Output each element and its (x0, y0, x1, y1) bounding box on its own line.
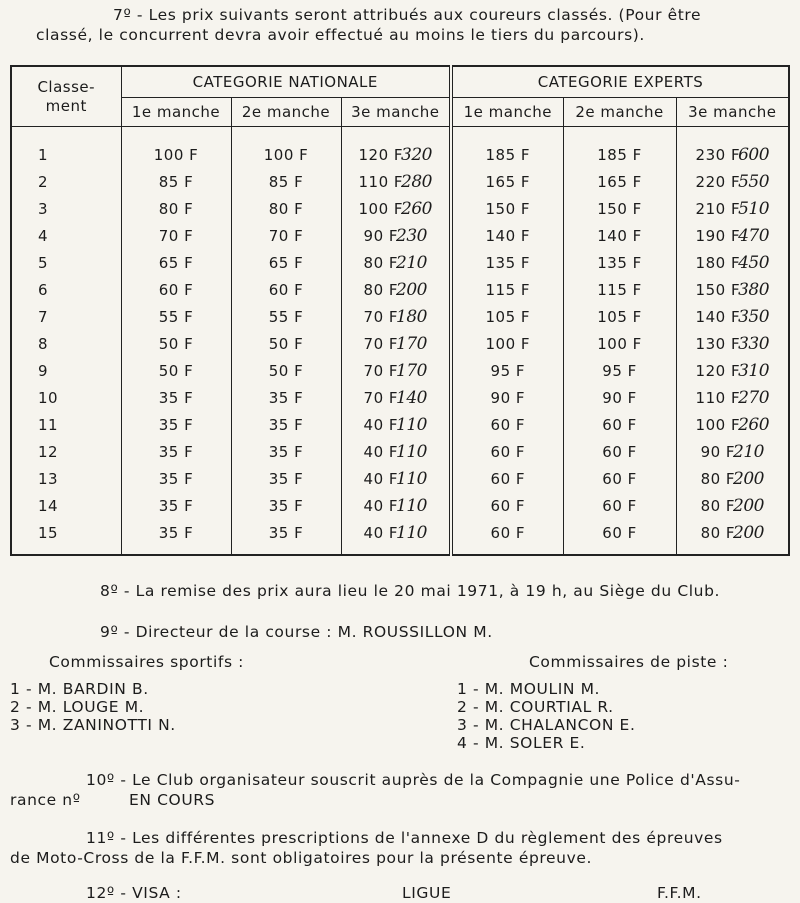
national-heat-3-cell-value: 100 F (358, 199, 404, 218)
experts-heat-3-cell-value: 110 F (695, 388, 741, 407)
experts-heat-3-cell-value: 130 F (695, 334, 741, 353)
national-heat-2-cell (231, 357, 341, 384)
national-heat-1-cell (121, 303, 231, 330)
handwritten-revised-amount: 380 (738, 279, 770, 300)
rank-cell-value: 4 (38, 226, 49, 245)
sportifs-item: 2 - M. LOUGE M. (10, 698, 145, 716)
experts-heat-1-cell (451, 357, 563, 384)
experts-heat-3-cell-value: 120 F (695, 361, 741, 380)
experts-heat-3-cell (676, 127, 789, 169)
experts-heat-2-cell-value: 140 F (597, 226, 642, 245)
handwritten-revised-amount: 230 (396, 225, 427, 246)
heat-header: 1e manche (121, 98, 231, 127)
national-heat-1-cell-value: 70 F (158, 226, 194, 245)
experts-heat-1-cell-value: 185 F (485, 145, 531, 164)
national-heat-1-cell (121, 249, 231, 276)
experts-heat-1-cell (451, 127, 563, 169)
experts-heat-1-cell-value: 115 F (485, 280, 531, 299)
experts-heat-3-cell-value: 210 F (695, 199, 741, 218)
national-heat-1-cell (121, 222, 231, 249)
national-heat-2-cell-value: 50 F (268, 361, 304, 380)
experts-heat-3-cell-value: 220 F (695, 172, 741, 191)
national-heat-2-cell-value: 35 F (268, 415, 304, 434)
experts-heat-2-cell-value: 115 F (597, 280, 642, 299)
piste-heading: Commissaires de piste : (529, 653, 729, 671)
rank-cell (11, 127, 121, 169)
national-heat-2-cell (231, 303, 341, 330)
experts-heat-3-cell-value: 190 F (695, 226, 741, 245)
rank-cell (11, 492, 121, 519)
experts-heat-3-cell (676, 492, 789, 519)
national-heat-2-cell-value: 35 F (268, 523, 304, 542)
experts-heat-2-cell-value: 60 F (602, 496, 637, 515)
rank-cell (11, 303, 121, 330)
sportifs-item: 1 - M. BARDIN B. (10, 680, 149, 698)
prize-row (11, 195, 789, 222)
experts-heat-2-cell (563, 384, 676, 411)
experts-heat-2-cell (563, 411, 676, 438)
handwritten-revised-amount: 350 (738, 306, 770, 327)
prize-table-body (11, 127, 789, 556)
experts-heat-3-cell (676, 465, 789, 492)
prize-row (11, 384, 789, 411)
handwritten-revised-amount: 110 (396, 414, 427, 435)
national-heat-2-cell-value: 35 F (268, 496, 304, 515)
prize-row (11, 127, 789, 169)
rank-cell (11, 168, 121, 195)
national-heat-1-cell (121, 168, 231, 195)
national-heat-1-cell (121, 127, 231, 169)
national-heat-3-cell (341, 127, 451, 169)
national-heat-2-cell-value: 100 F (263, 145, 309, 164)
experts-heat-3-cell (676, 519, 789, 555)
experts-heat-1-cell-value: 60 F (490, 496, 526, 515)
experts-heat-2-cell-value: 60 F (602, 523, 637, 542)
experts-heat-1-cell-value: 60 F (490, 415, 526, 434)
experts-heat-2-cell-value: 135 F (597, 253, 642, 272)
heat-header: 1e manche (451, 98, 563, 127)
handwritten-revised-amount: 210 (733, 441, 764, 462)
national-heat-3-cell-value: 70 F (363, 307, 399, 326)
experts-heat-3-cell-value: 100 F (695, 415, 741, 434)
national-heat-1-cell (121, 465, 231, 492)
experts-heat-3-cell (676, 438, 789, 465)
national-heat-1-cell (121, 411, 231, 438)
experts-heat-2-cell-value: 90 F (602, 388, 637, 407)
experts-heat-2-cell (563, 276, 676, 303)
national-heat-3-cell (341, 330, 451, 357)
handwritten-revised-amount: 270 (738, 387, 770, 408)
national-heat-1-cell (121, 438, 231, 465)
national-heat-2-cell (231, 465, 341, 492)
national-heat-2-cell (231, 519, 341, 555)
prize-row (11, 492, 789, 519)
handwritten-revised-amount: 330 (738, 333, 770, 354)
national-heat-3-cell-value: 80 F (363, 280, 399, 299)
experts-heat-2-cell (563, 492, 676, 519)
experts-heat-1-cell (451, 438, 563, 465)
handwritten-revised-amount: 200 (396, 279, 427, 300)
experts-heat-3-cell (676, 249, 789, 276)
experts-heat-1-cell (451, 222, 563, 249)
experts-heat-3-cell (676, 384, 789, 411)
national-heat-2-cell (231, 492, 341, 519)
rank-cell-value: 14 (38, 496, 59, 515)
experts-heat-1-cell-value: 150 F (485, 199, 531, 218)
rank-cell-value: 15 (38, 523, 59, 542)
national-heat-3-cell (341, 465, 451, 492)
national-heat-1-cell-value: 65 F (158, 253, 194, 272)
experts-heat-1-cell (451, 411, 563, 438)
experts-heat-1-cell (451, 276, 563, 303)
experts-heat-1-cell-value: 100 F (485, 334, 531, 353)
piste-item: 1 - M. MOULIN M. (457, 680, 601, 698)
national-heat-2-cell (231, 384, 341, 411)
rank-cell (11, 411, 121, 438)
national-heat-1-cell (121, 276, 231, 303)
prize-row (11, 330, 789, 357)
article-11-line-1: 11º - Les différentes prescriptions de l'annexe D du règlement des épreuves (86, 829, 723, 847)
article-8: 8º - La remise des prix aura lieu le 20 mai 1971, à 19 h, au Siège du Club. (100, 582, 721, 600)
visa-ffm: F.F.M. (657, 884, 702, 902)
national-heat-3-cell (341, 519, 451, 555)
article-10-line-1: 10º - Le Club organisateur souscrit auprès de la Compagnie une Police d'Assu- (86, 771, 741, 789)
national-heat-2-cell (231, 168, 341, 195)
category-nationale-header: CATEGORIE NATIONALE (121, 66, 451, 98)
prize-row (11, 357, 789, 384)
article-10-label: rance nº (10, 791, 81, 809)
national-heat-3-cell-value: 70 F (363, 361, 399, 380)
national-heat-2-cell-value: 35 F (268, 442, 304, 461)
rank-cell (11, 519, 121, 555)
experts-heat-2-cell-value: 60 F (602, 469, 637, 488)
intro-line-1: 7º - Les prix suivants seront attribués aux coureurs classés. (Pour être (113, 6, 702, 24)
national-heat-3-cell-value: 110 F (358, 172, 404, 191)
experts-heat-1-cell-value: 60 F (490, 523, 526, 542)
rank-header-line-1: Classe- (37, 77, 96, 96)
experts-heat-1-cell-value: 165 F (485, 172, 531, 191)
national-heat-2-cell (231, 330, 341, 357)
experts-heat-3-cell (676, 303, 789, 330)
experts-heat-3-cell (676, 411, 789, 438)
national-heat-2-cell (231, 411, 341, 438)
prize-row (11, 519, 789, 555)
handwritten-revised-amount: 550 (738, 171, 770, 192)
experts-heat-2-cell (563, 357, 676, 384)
rank-cell-value: 7 (38, 307, 49, 326)
experts-heat-3-cell (676, 357, 789, 384)
national-heat-3-cell (341, 357, 451, 384)
handwritten-revised-amount: 200 (733, 522, 764, 543)
experts-heat-1-cell (451, 303, 563, 330)
handwritten-revised-amount: 140 (396, 387, 427, 408)
national-heat-3-cell (341, 276, 451, 303)
experts-heat-2-cell-value: 60 F (602, 442, 637, 461)
rank-cell-value: 6 (38, 280, 49, 299)
national-heat-3-cell-value: 40 F (363, 442, 399, 461)
national-heat-2-cell-value: 80 F (268, 199, 304, 218)
national-heat-2-cell (231, 222, 341, 249)
handwritten-revised-amount: 110 (396, 522, 427, 543)
article-9: 9º - Directeur de la course : M. ROUSSILLON M. (100, 623, 493, 641)
handwritten-revised-amount: 210 (396, 252, 427, 273)
handwritten-revised-amount: 110 (396, 441, 427, 462)
experts-heat-3-cell (676, 195, 789, 222)
experts-heat-2-cell-value: 165 F (597, 172, 642, 191)
prize-row (11, 438, 789, 465)
national-heat-1-cell-value: 35 F (158, 523, 194, 542)
prize-row (11, 276, 789, 303)
prize-row (11, 249, 789, 276)
heat-header: 3e manche (676, 98, 789, 127)
intro-line-2: classé, le concurrent devra avoir effectué au moins le tiers du parcours). (36, 26, 645, 44)
heat-header: 3e manche (341, 98, 451, 127)
national-heat-1-cell-value: 35 F (158, 442, 194, 461)
experts-heat-2-cell (563, 127, 676, 169)
national-heat-3-cell-value: 120 F (358, 145, 404, 164)
handwritten-revised-amount: 470 (738, 225, 770, 246)
rank-cell-value: 12 (38, 442, 59, 461)
experts-heat-1-cell (451, 195, 563, 222)
national-heat-3-cell (341, 168, 451, 195)
visa-ligue: LIGUE (402, 884, 452, 902)
prize-row (11, 303, 789, 330)
article-11-line-2: de Moto-Cross de la F.F.M. sont obligatoires pour la présente épreuve. (10, 849, 593, 867)
national-heat-2-cell (231, 195, 341, 222)
national-heat-3-cell (341, 384, 451, 411)
rank-header (11, 66, 121, 127)
national-heat-3-cell (341, 438, 451, 465)
rank-cell-value: 13 (38, 469, 59, 488)
piste-item: 2 - M. COURTIAL R. (457, 698, 614, 716)
experts-heat-3-cell-value: 150 F (695, 280, 741, 299)
national-heat-1-cell-value: 35 F (158, 415, 194, 434)
rank-cell (11, 357, 121, 384)
national-heat-2-cell-value: 50 F (268, 334, 304, 353)
rank-cell-value: 3 (38, 199, 49, 218)
rank-cell (11, 276, 121, 303)
rank-cell-value: 1 (38, 145, 49, 164)
rank-cell (11, 438, 121, 465)
experts-heat-1-cell (451, 168, 563, 195)
experts-heat-3-cell-value: 80 F (700, 496, 736, 515)
experts-heat-1-cell-value: 90 F (490, 388, 526, 407)
national-heat-3-cell (341, 222, 451, 249)
national-heat-1-cell-value: 50 F (158, 361, 194, 380)
national-heat-1-cell-value: 35 F (158, 469, 194, 488)
national-heat-3-cell (341, 492, 451, 519)
handwritten-revised-amount: 450 (738, 252, 770, 273)
handwritten-revised-amount: 110 (396, 468, 427, 489)
national-heat-2-cell-value: 65 F (268, 253, 304, 272)
insurance-policy-value: EN COURS (129, 791, 216, 809)
national-heat-1-cell-value: 35 F (158, 496, 194, 515)
experts-heat-2-cell (563, 465, 676, 492)
experts-heat-2-cell (563, 438, 676, 465)
experts-heat-3-cell-value: 80 F (700, 469, 736, 488)
experts-heat-1-cell (451, 330, 563, 357)
rank-cell (11, 249, 121, 276)
national-heat-3-cell-value: 40 F (363, 469, 399, 488)
experts-heat-2-cell (563, 249, 676, 276)
prize-row (11, 465, 789, 492)
experts-heat-1-cell-value: 60 F (490, 469, 526, 488)
handwritten-revised-amount: 320 (401, 144, 432, 165)
heat-header: 2e manche (231, 98, 341, 127)
rank-cell-value: 9 (38, 361, 49, 380)
experts-heat-3-cell (676, 222, 789, 249)
rank-header-line-2: ment (45, 96, 87, 115)
experts-heat-3-cell-value: 80 F (700, 523, 736, 542)
experts-heat-3-cell (676, 276, 789, 303)
national-heat-1-cell-value: 35 F (158, 388, 194, 407)
national-heat-1-cell-value: 55 F (158, 307, 194, 326)
national-heat-2-cell (231, 249, 341, 276)
rank-cell (11, 222, 121, 249)
rank-cell (11, 330, 121, 357)
experts-heat-1-cell-value: 105 F (485, 307, 531, 326)
national-heat-2-cell (231, 276, 341, 303)
experts-heat-2-cell (563, 303, 676, 330)
prize-row (11, 168, 789, 195)
experts-heat-2-cell (563, 195, 676, 222)
rank-cell (11, 195, 121, 222)
rank-cell-value: 10 (38, 388, 59, 407)
experts-heat-3-cell-value: 230 F (695, 145, 741, 164)
handwritten-revised-amount: 310 (738, 360, 770, 381)
national-heat-1-cell-value: 85 F (158, 172, 194, 191)
national-heat-1-cell-value: 60 F (158, 280, 194, 299)
national-heat-3-cell-value: 40 F (363, 523, 399, 542)
handwritten-revised-amount: 170 (396, 333, 427, 354)
national-heat-2-cell-value: 35 F (268, 469, 304, 488)
experts-heat-1-cell-value: 95 F (490, 361, 526, 380)
national-heat-3-cell-value: 70 F (363, 334, 399, 353)
experts-heat-2-cell (563, 168, 676, 195)
handwritten-revised-amount: 260 (401, 198, 432, 219)
experts-heat-2-cell-value: 150 F (597, 199, 642, 218)
experts-heat-1-cell (451, 384, 563, 411)
national-heat-1-cell (121, 195, 231, 222)
experts-heat-2-cell-value: 185 F (597, 145, 642, 164)
national-heat-2-cell-value: 85 F (268, 172, 304, 191)
handwritten-revised-amount: 170 (396, 360, 427, 381)
rank-cell-value: 8 (38, 334, 49, 353)
rank-cell (11, 465, 121, 492)
experts-heat-2-cell-value: 105 F (597, 307, 642, 326)
prize-row (11, 222, 789, 249)
experts-heat-3-cell-value: 90 F (700, 442, 736, 461)
rank-cell-value: 5 (38, 253, 49, 272)
national-heat-1-cell (121, 330, 231, 357)
national-heat-3-cell (341, 249, 451, 276)
national-heat-3-cell-value: 40 F (363, 496, 399, 515)
rank-cell-value: 11 (38, 415, 59, 434)
national-heat-3-cell-value: 90 F (363, 226, 399, 245)
national-heat-3-cell-value: 80 F (363, 253, 399, 272)
experts-heat-2-cell-value: 100 F (597, 334, 642, 353)
rank-cell (11, 384, 121, 411)
national-heat-1-cell (121, 492, 231, 519)
sportifs-heading: Commissaires sportifs : (49, 653, 244, 671)
national-heat-3-cell-value: 40 F (363, 415, 399, 434)
experts-heat-2-cell-value: 95 F (602, 361, 637, 380)
national-heat-1-cell-value: 50 F (158, 334, 194, 353)
experts-heat-1-cell (451, 519, 563, 555)
national-heat-2-cell-value: 70 F (268, 226, 304, 245)
national-heat-3-cell (341, 303, 451, 330)
experts-heat-3-cell-value: 140 F (695, 307, 741, 326)
handwritten-revised-amount: 110 (396, 495, 427, 516)
experts-heat-3-cell-value: 180 F (695, 253, 741, 272)
national-heat-1-cell-value: 80 F (158, 199, 194, 218)
experts-heat-1-cell-value: 140 F (485, 226, 531, 245)
experts-heat-2-cell (563, 222, 676, 249)
national-heat-1-cell-value: 100 F (153, 145, 199, 164)
national-heat-2-cell-value: 60 F (268, 280, 304, 299)
sportifs-item: 3 - M. ZANINOTTI N. (10, 716, 176, 734)
handwritten-revised-amount: 600 (738, 144, 770, 165)
piste-item: 3 - M. CHALANCON E. (457, 716, 636, 734)
handwritten-revised-amount: 260 (738, 414, 770, 435)
handwritten-revised-amount: 280 (401, 171, 432, 192)
national-heat-2-cell (231, 438, 341, 465)
national-heat-3-cell (341, 411, 451, 438)
national-heat-3-cell-value: 70 F (363, 388, 399, 407)
experts-heat-1-cell-value: 135 F (485, 253, 531, 272)
national-heat-2-cell-value: 55 F (268, 307, 304, 326)
visa-label: 12º - VISA : (86, 884, 182, 902)
experts-heat-2-cell (563, 330, 676, 357)
experts-heat-1-cell (451, 465, 563, 492)
piste-item: 4 - M. SOLER E. (457, 734, 586, 752)
handwritten-revised-amount: 510 (738, 198, 770, 219)
experts-heat-2-cell-value: 60 F (602, 415, 637, 434)
national-heat-2-cell (231, 127, 341, 169)
category-experts-header: CATEGORIE EXPERTS (451, 66, 789, 98)
experts-heat-2-cell (563, 519, 676, 555)
handwritten-revised-amount: 200 (733, 468, 764, 489)
national-heat-1-cell (121, 357, 231, 384)
experts-heat-1-cell-value: 60 F (490, 442, 526, 461)
national-heat-3-cell (341, 195, 451, 222)
experts-heat-3-cell (676, 330, 789, 357)
handwritten-revised-amount: 200 (733, 495, 764, 516)
experts-heat-3-cell (676, 168, 789, 195)
heat-header: 2e manche (563, 98, 676, 127)
rank-cell-value: 2 (38, 172, 49, 191)
national-heat-2-cell-value: 35 F (268, 388, 304, 407)
national-heat-1-cell (121, 519, 231, 555)
prize-table (10, 65, 790, 556)
experts-heat-1-cell (451, 249, 563, 276)
handwritten-revised-amount: 180 (396, 306, 427, 327)
national-heat-1-cell (121, 384, 231, 411)
experts-heat-1-cell (451, 492, 563, 519)
prize-row (11, 411, 789, 438)
